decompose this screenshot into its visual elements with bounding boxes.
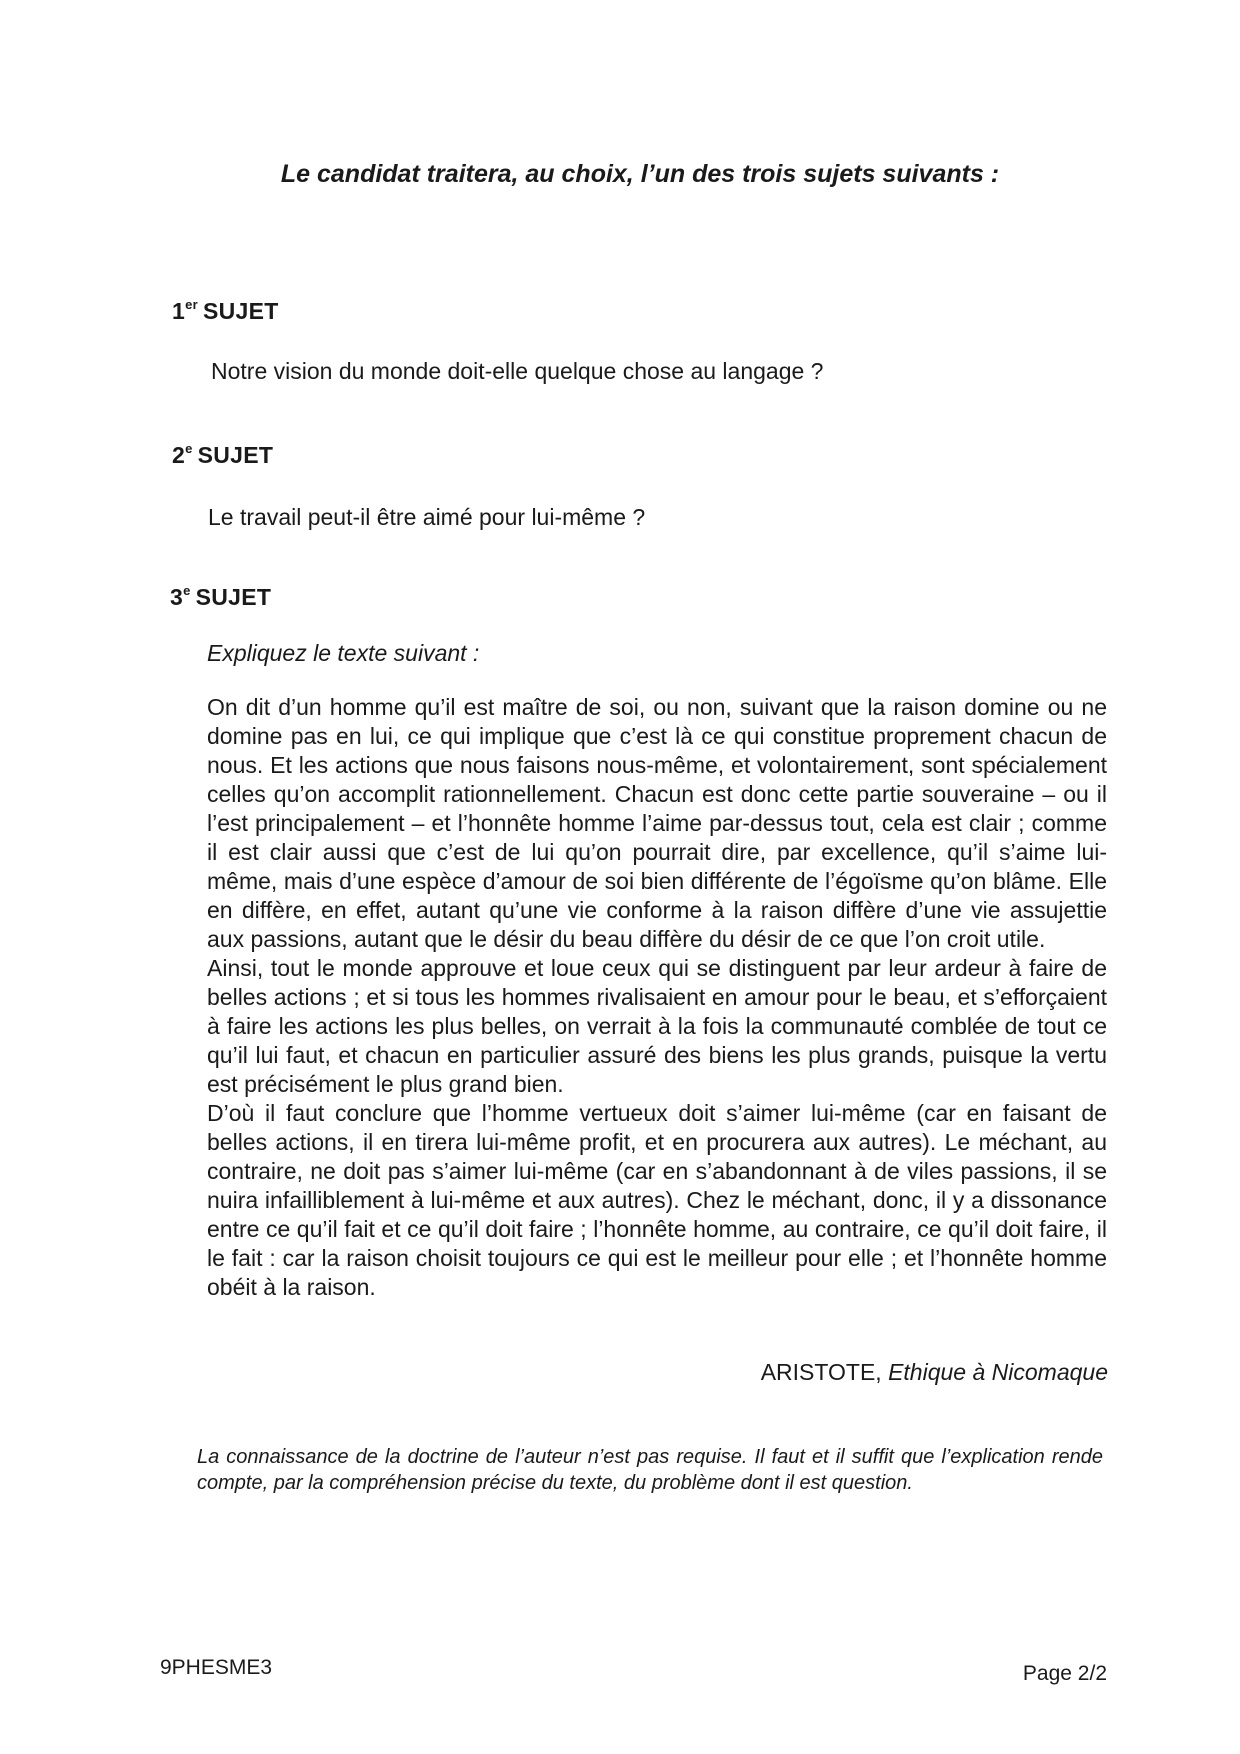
sujet-3-number: 3 [170, 584, 184, 610]
sujet-2-question: Le travail peut-il être aimé pour lui-même ? [208, 504, 646, 530]
source-citation [761, 1359, 1108, 1386]
sujet-1-ordinal: er [185, 297, 198, 312]
sujet-2-label: SUJET [197, 442, 274, 468]
sujet-2-heading [172, 441, 273, 469]
sujet-3-instruction: Expliquez le texte suivant : [207, 640, 480, 666]
text-passage [207, 693, 1107, 1302]
page-number: Page 2/2 [1022, 1662, 1107, 1685]
citation-work: Ethique à Nicomaque [888, 1359, 1108, 1385]
sujet-3-ordinal: e [183, 583, 191, 598]
sujet-2-number: 2 [172, 442, 186, 468]
citation-author: ARISTOTE, [760, 1359, 882, 1385]
sujet-1-label: SUJET [202, 298, 279, 324]
passage-paragraph-2: Ainsi, tout le monde approuve et loue ceux qui se distinguent par leur ardeur à faire de belles actions ; et si tous les hommes rivalisaient en amour pour le beau, et s’efforçaient à faire les actions les plus belles, on verrait à la fois la communauté comblée de tout ce qu’il lui faut, et chacun en particulier assuré des biens les plus grands, puisque la vertu est précisément le plus grand bien. [207, 955, 1107, 1097]
sujet-3-label: SUJET [195, 584, 272, 610]
passage-paragraph-3: D’où il faut conclure que l’homme vertueux doit s’aimer lui-même (car en faisant de belles actions, il en tirera lui-même profit, et en procurera aux autres). Le méchant, au contraire, ne doit pas s’aimer lui-même (car en s’abandonnant à de viles passions, il se nuira infailliblement à lui-même et aux autres). Chez le méchant, donc, il y a dissonance entre ce qu’il fait et ce qu’il doit faire ; l’honnête homme, au contraire, ce qu’il doit faire, il le fait : car la raison choisit toujours ce qui est le meilleur pour elle ; et l’honnête homme obéit à la raison. [207, 1100, 1107, 1300]
exam-code: 9PHESME3 [160, 1656, 273, 1679]
explanation-note: La connaissance de la doctrine de l’auteur n’est pas requise. Il faut et il suffit que l’explication rende compte, par la compréhension précise du texte, du problème dont il est question. [197, 1446, 1103, 1494]
exam-instruction: Le candidat traitera, au choix, l’un des trois sujets suivants : [280, 160, 1000, 188]
sujet-1-heading [172, 297, 279, 325]
sujet-2-ordinal: e [185, 441, 193, 456]
sujet-3-heading [170, 583, 271, 611]
sujet-1-question: Notre vision du monde doit-elle quelque chose au langage ? [211, 358, 824, 384]
sujet-1-number: 1 [172, 298, 186, 324]
passage-paragraph-1: On dit d’un homme qu’il est maître de soi, ou non, suivant que la raison domine ou ne domine pas en lui, ce qui implique que c’est là ce qui constitue proprement chacun de nous. Et les actions que nous faisons nous-même, et volontairement, sont spécialement celles qu’on accomplit rationnellement. Chacun est donc cette partie souveraine – ou il l’est principalement – et l’honnête homme l’aime par-dessus tout, cela est clair ; comme il est clair aussi que c’est de lui qu’on pourrait dire, par excellence, qu’il s’aime lui-même, mais d’une espèce d’amour de soi bien différente de l’égoïsme qu’on blâme. Elle en diffère, en effet, autant qu’une vie conforme à la raison diffère d’une vie assujettie aux passions, autant que le désir du beau diffère du désir de ce que l’on croit utile. [207, 694, 1107, 952]
